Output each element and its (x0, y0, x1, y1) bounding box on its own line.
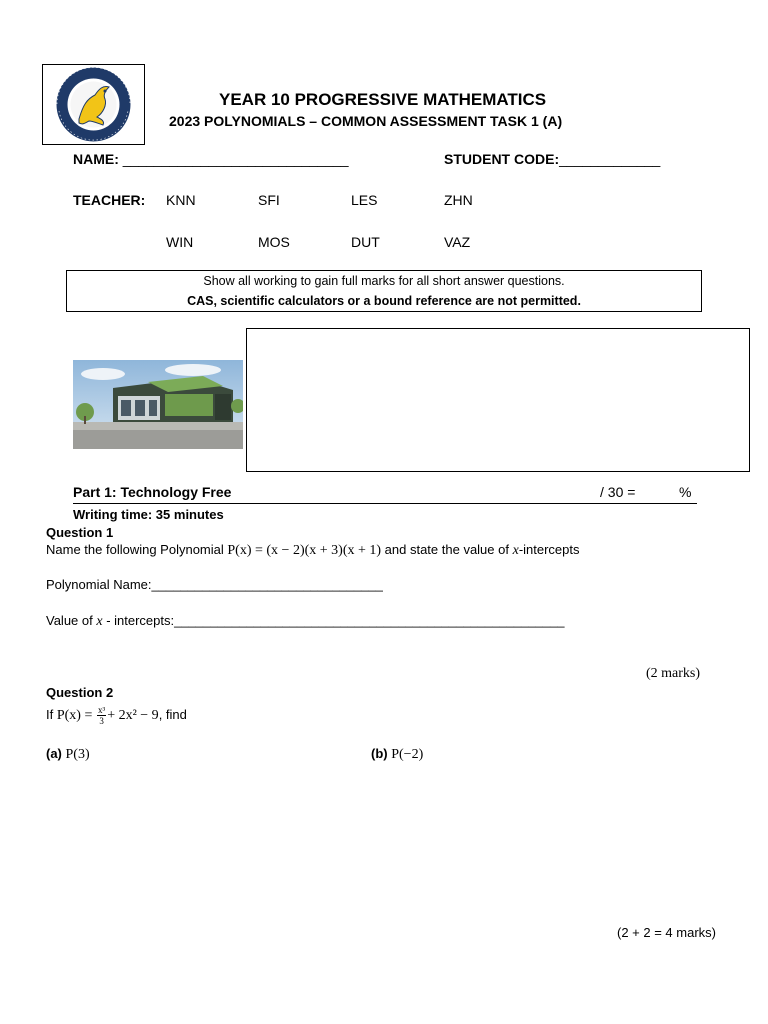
teacher-option-mos[interactable]: MOS (258, 234, 290, 250)
q1-intercepts-row (46, 613, 565, 630)
q2-px-lhs: P(x) = (56, 708, 93, 723)
q1-intercepts-line[interactable]: ______________________________________________________ (174, 613, 565, 628)
q2-if-label: If (46, 707, 57, 722)
answer-box[interactable] (246, 328, 750, 472)
school-building-image (73, 360, 243, 449)
q2-part-b-label: (b) (371, 746, 388, 761)
teacher-label: TEACHER: (73, 192, 146, 208)
q1-intercepts-label-after: - intercepts: (102, 613, 175, 628)
teacher-option-dut[interactable]: DUT (351, 234, 380, 250)
q2-marks: (2 + 2 = 4 marks) (617, 925, 716, 940)
student-code-field-line[interactable]: _____________ (559, 151, 661, 167)
writing-time: Writing time: 35 minutes (73, 507, 224, 522)
school-logo-frame (42, 64, 145, 145)
name-label: NAME: (73, 151, 119, 167)
q2-fraction-denominator: 3 (99, 716, 104, 727)
q2-part-b (371, 746, 423, 763)
q1-polynomial: P(x) = (x − 2)(x + 3)(x + 1) (227, 543, 382, 558)
teacher-option-knn[interactable]: KNN (166, 192, 196, 208)
school-crest-horse-icon (43, 65, 144, 144)
name-row (73, 151, 349, 167)
instructions-box (66, 270, 702, 312)
q2-part-a-label: (a) (46, 746, 62, 761)
q2-find: , find (158, 707, 187, 722)
part1-percent: % (679, 484, 692, 500)
page-subtitle: 2023 POLYNOMIALS – COMMON ASSESSMENT TASK 1 (A) (169, 113, 563, 129)
student-code-label: STUDENT CODE: (444, 151, 560, 167)
instructions-line-1: Show all working to gain full marks for all short answer questions. (203, 274, 565, 288)
student-code-row (444, 151, 660, 167)
teacher-option-vaz[interactable]: VAZ (444, 234, 471, 250)
q1-polynomial-name-label: Polynomial Name: (46, 577, 152, 592)
name-field-line[interactable]: _____________________________ (122, 151, 349, 167)
teacher-option-zhn[interactable]: ZHN (444, 192, 473, 208)
part1-divider (73, 503, 697, 504)
q2-fraction (97, 705, 106, 726)
teacher-option-sfi[interactable]: SFI (258, 192, 280, 208)
page-title: YEAR 10 PROGRESSIVE MATHEMATICS (219, 90, 547, 109)
q1-prompt-after: -intercepts (518, 542, 580, 557)
q2-part-b-expr: P(−2) (391, 747, 424, 762)
part1-score: / 30 = (600, 484, 636, 500)
part1-heading: Part 1: Technology Free (73, 484, 232, 500)
question-1-heading: Question 1 (46, 525, 114, 540)
question-2-heading: Question 2 (46, 685, 114, 700)
teacher-option-les[interactable]: LES (351, 192, 378, 208)
q1-polynomial-name-row (46, 577, 383, 592)
q1-prompt-text: Name the following Polynomial (46, 542, 228, 557)
question-1-prompt (46, 542, 580, 559)
q1-marks: (2 marks) (646, 666, 701, 681)
q1-polynomial-name-line[interactable]: ________________________________ (151, 577, 383, 592)
q2-rhs: + 2x² − 9 (107, 708, 159, 723)
teacher-option-win[interactable]: WIN (166, 234, 194, 250)
q2-part-a (46, 746, 90, 763)
q2-fraction-numerator: x³ (97, 705, 106, 716)
q1-x-var: x (512, 543, 519, 558)
q1-intercepts-x: x (96, 614, 103, 629)
q1-prompt-middle: and state the value of (381, 542, 513, 557)
instructions-line-2: CAS, scientific calculators or a bound reference are not permitted. (187, 294, 581, 308)
question-2-prompt (46, 702, 187, 729)
q2-part-a-expr: P(3) (65, 747, 90, 762)
q1-intercepts-label: Value of (46, 613, 97, 628)
